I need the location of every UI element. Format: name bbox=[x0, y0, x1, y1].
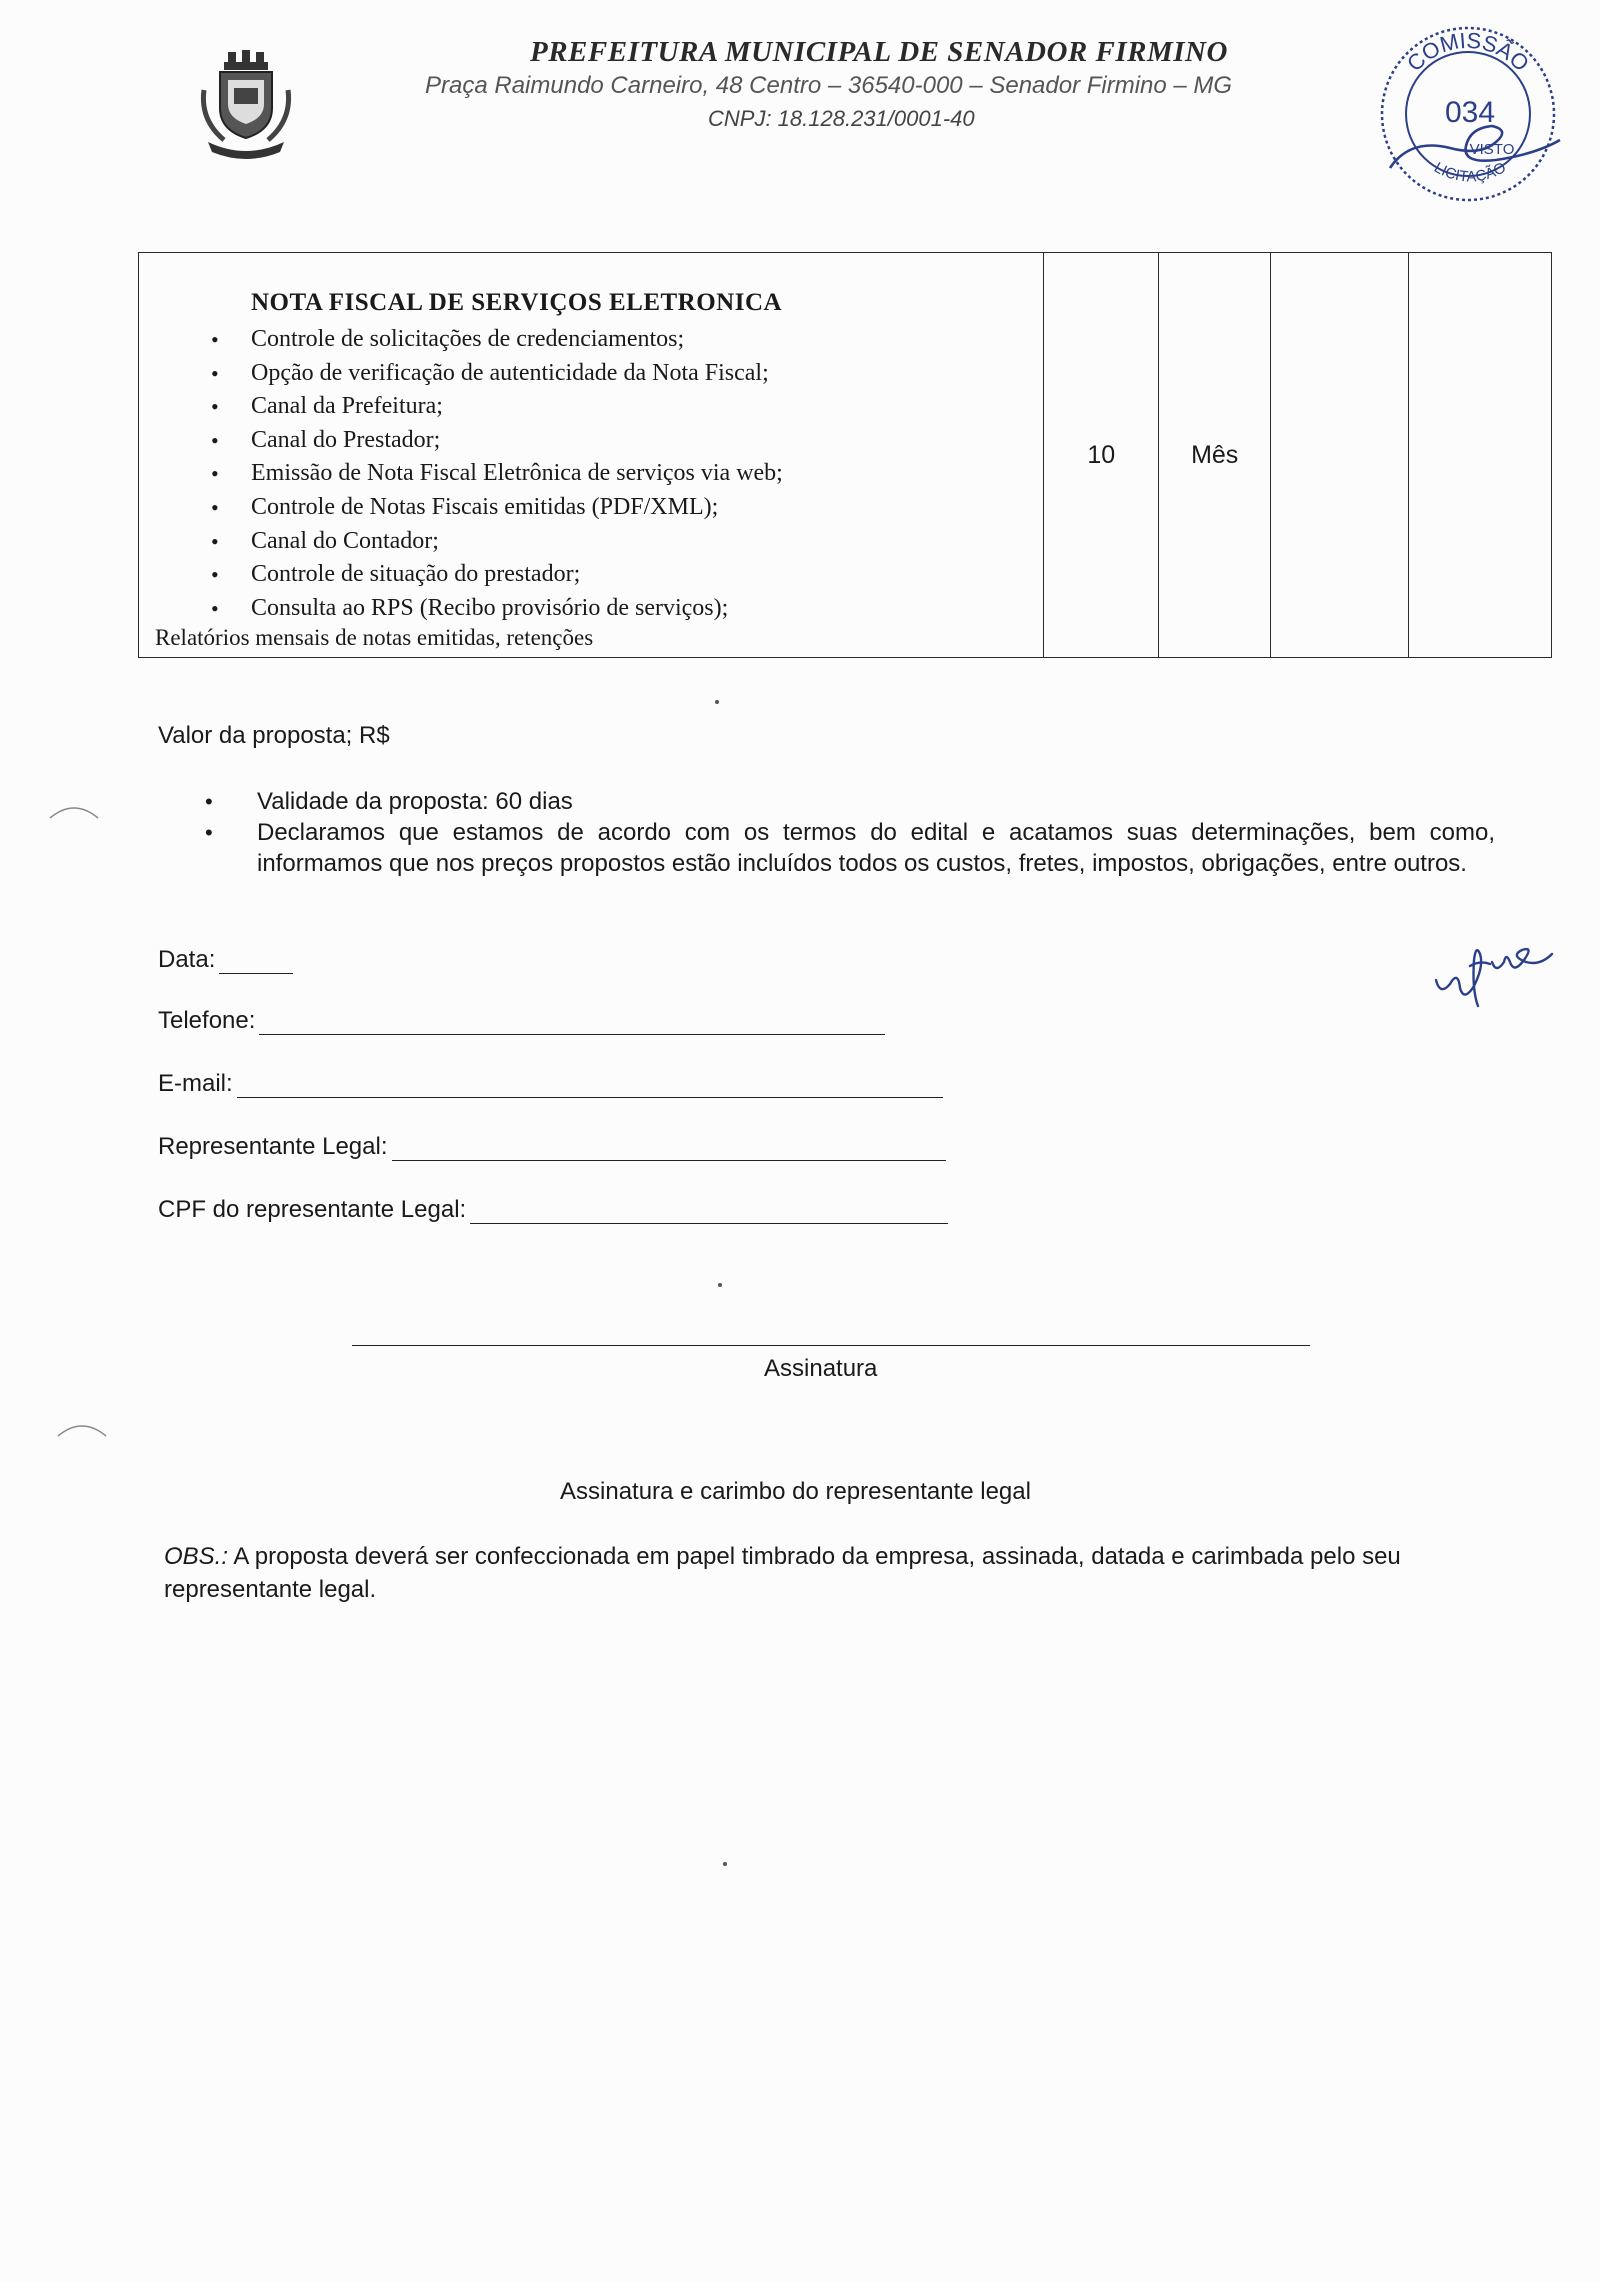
list-item bbox=[211, 525, 783, 559]
proposal-value-label: Valor da proposta; R$ bbox=[158, 722, 390, 749]
scan-speck bbox=[723, 1862, 727, 1866]
quantity-cell: 10 bbox=[1044, 253, 1159, 658]
legal-representative-input-line[interactable] bbox=[392, 1137, 946, 1161]
service-feature: Controle de situação do prestador; bbox=[251, 561, 581, 588]
date-label: Data: bbox=[158, 946, 216, 973]
stamp-number: 034 bbox=[1444, 96, 1496, 129]
email-label: E-mail: bbox=[158, 1070, 233, 1097]
svg-text:LICITAÇÃO bbox=[1431, 159, 1509, 186]
scan-speck bbox=[718, 1283, 722, 1287]
service-item-table bbox=[138, 252, 1552, 658]
list-item bbox=[205, 786, 1495, 817]
phone-field bbox=[158, 1007, 885, 1035]
stamp-top-text: COMISSÃO bbox=[1401, 27, 1535, 77]
date-field bbox=[158, 946, 293, 974]
email-field bbox=[158, 1070, 943, 1098]
bullet: • bbox=[211, 327, 219, 352]
list-item bbox=[211, 424, 783, 458]
legal-representative-label: Representante Legal: bbox=[158, 1133, 388, 1160]
punch-hole-mark bbox=[48, 800, 100, 822]
list-item bbox=[211, 592, 783, 626]
handwritten-rubric bbox=[1430, 918, 1570, 1010]
blank-total-cell bbox=[1409, 253, 1552, 658]
commission-stamp bbox=[1372, 18, 1564, 210]
cpf-label: CPF do representante Legal: bbox=[158, 1196, 467, 1223]
list-item bbox=[211, 357, 783, 391]
unit-cell: Mês bbox=[1159, 253, 1271, 658]
list-item bbox=[205, 817, 1495, 879]
bullet: • bbox=[211, 595, 219, 621]
bullet: • bbox=[211, 360, 219, 386]
service-description-cell bbox=[139, 253, 1044, 658]
bullet: • bbox=[211, 494, 219, 520]
stamp-bottom-text: LICITAÇÃO bbox=[1431, 158, 1509, 186]
cpf-input-line[interactable] bbox=[470, 1200, 948, 1224]
signature-representative-label: Assinatura e carimbo do representante legal bbox=[560, 1478, 1031, 1505]
observation-label: OBS.: bbox=[164, 1543, 229, 1570]
service-feature: Controle de Notas Fiscais emitidas (PDF/XML); bbox=[251, 493, 719, 520]
stamp-middle-text: VISTO bbox=[1469, 141, 1515, 158]
service-title: NOTA FISCAL DE SERVIÇOS ELETRONICA bbox=[251, 289, 783, 316]
header-cnpj: CNPJ: 18.128.231/0001-40 bbox=[708, 106, 975, 131]
service-feature: Controle de solicitações de credenciamentos; bbox=[251, 326, 685, 352]
bullet: • bbox=[211, 427, 219, 453]
phone-label: Telefone: bbox=[158, 1007, 256, 1034]
service-feature: Opção de verificação de autenticidade da Nota Fiscal; bbox=[251, 359, 769, 386]
list-item bbox=[211, 491, 783, 525]
bullet: • bbox=[205, 789, 213, 814]
list-item bbox=[211, 558, 783, 592]
scan-speck bbox=[715, 700, 719, 704]
proposal-validity: Validade da proposta: 60 dias bbox=[257, 788, 573, 815]
list-item bbox=[211, 390, 783, 424]
bullet: • bbox=[205, 820, 213, 845]
punch-hole-mark bbox=[56, 1418, 108, 1440]
phone-input-line[interactable] bbox=[259, 1011, 885, 1035]
table-row bbox=[139, 253, 1552, 658]
legal-representative-field bbox=[158, 1133, 946, 1161]
observation-note bbox=[164, 1540, 1494, 1606]
service-feature: Emissão de Nota Fiscal Eletrônica de serviços via web; bbox=[251, 460, 783, 487]
date-input-line[interactable] bbox=[219, 950, 293, 974]
bullet: • bbox=[211, 461, 219, 487]
header-title: PREFEITURA MUNICIPAL DE SENADOR FIRMINO bbox=[530, 36, 1228, 68]
signature-label: Assinatura bbox=[764, 1355, 878, 1382]
header-address: Praça Raimundo Carneiro, 48 Centro – 36540-000 – Senador Firmino – MG bbox=[425, 72, 1233, 99]
observation-text: A proposta deverá ser confeccionada em papel timbrado da empresa, assinada, datada e carimbada pelo seu representante legal. bbox=[164, 1543, 1401, 1603]
cpf-field bbox=[158, 1196, 948, 1224]
svg-text:COMISSÃO bbox=[1402, 28, 1534, 77]
blank-price-cell bbox=[1271, 253, 1409, 658]
proposal-declaration: Declaramos que estamos de acordo com os termos do edital e acatamos suas determinações, bem como, informamos que nos preços propostos estão incluídos todos os custos, fretes, impostos, obrigações, entre outros. bbox=[257, 819, 1495, 877]
service-feature: Consulta ao RPS (Recibo provisório de serviços); bbox=[251, 594, 729, 621]
proposal-terms-list bbox=[205, 786, 1495, 879]
service-footer: Relatórios mensais de notas emitidas, retenções bbox=[155, 625, 594, 650]
municipal-coat-of-arms-icon bbox=[198, 50, 294, 160]
list-item bbox=[211, 323, 783, 357]
bullet: • bbox=[211, 562, 219, 588]
service-feature: Canal do Prestador; bbox=[251, 426, 441, 453]
service-feature-list bbox=[211, 323, 783, 625]
service-feature: Canal do Contador; bbox=[251, 527, 439, 554]
bullet: • bbox=[211, 394, 219, 420]
bullet: • bbox=[211, 528, 219, 554]
email-input-line[interactable] bbox=[237, 1074, 943, 1098]
service-feature: Canal da Prefeitura; bbox=[251, 393, 443, 420]
signature-line[interactable] bbox=[352, 1345, 1310, 1346]
list-item bbox=[211, 457, 783, 491]
